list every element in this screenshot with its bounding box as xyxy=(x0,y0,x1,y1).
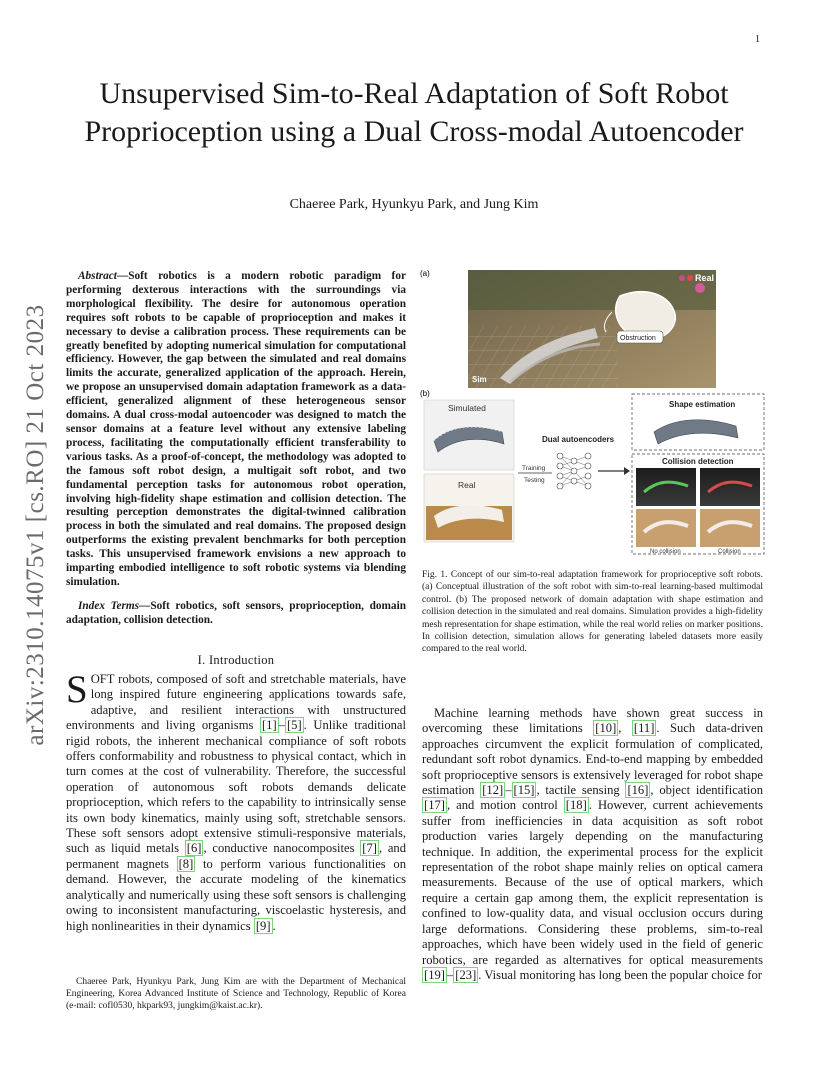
figure-1-graphic xyxy=(420,266,766,556)
body-text: , tactile sensing xyxy=(536,783,626,798)
paper-title: Unsupervised Sim-to-Real Adaptation of Soft Robot Proprioception using a Dual Cross-modal Autoencoder xyxy=(84,77,744,148)
body-text: . Unlike traditional rigid robots, the inherent mechanical compliance of soft robots offers conformability and robustness to physical contact, which in turn comes at the cost of vulnerability. Therefore, the successful operation of autonomous soft robots demands delicate proprioception, which refers to the capability to intrinsically sense its own body kinematics, mainly using soft, stretchable sensors. These soft sensors adopt extensive stimuli-responsive materials, such as liquid metals xyxy=(66,718,406,856)
obstruction-callout xyxy=(617,331,663,343)
page-number: 1 xyxy=(755,34,760,45)
figure-1 xyxy=(420,266,766,556)
citation-link[interactable]: [19] xyxy=(424,967,445,982)
collision-detection-label: Collision detection xyxy=(662,457,734,466)
shape-estimation-label: Shape estimation xyxy=(669,400,736,409)
body-text: . Visual monitoring has long been the popular choice for xyxy=(478,967,762,982)
testing-label: Testing xyxy=(524,477,545,484)
body-text: – xyxy=(278,718,285,733)
real-box-label: Real xyxy=(458,480,476,490)
citation-link[interactable]: [1] xyxy=(261,718,277,733)
abstract-label: Abstract xyxy=(78,270,117,282)
dual-autoencoder-label: Dual autoencoders xyxy=(542,435,615,444)
citation-link[interactable]: [18] xyxy=(565,798,587,813)
body-text: to perform various functionalities on demand. However, the accurate modeling of the kinematics analytically and numerically using these soft sensors is challenging owing to inconsistent manufacturing, viscoelastic hysteresis, and high nonlinearities in their dynamics xyxy=(66,856,407,933)
panel-a-photo xyxy=(468,270,716,388)
intro-right-column xyxy=(422,706,763,983)
index-terms-text: —Soft robotics, soft sensors, proprioception, domain adaptation, collision detection. xyxy=(66,600,406,626)
arxiv-stamp-text: arXiv:2310.14075v1 [cs.RO] 21 Oct 2023 xyxy=(22,304,49,746)
citation-link[interactable]: [12] xyxy=(482,783,504,798)
abstract xyxy=(66,270,406,590)
collision-detection-panel xyxy=(632,454,764,555)
citation-link[interactable]: [23] xyxy=(455,967,477,982)
citation-link[interactable]: [6] xyxy=(186,841,202,856)
section-heading: I. Introduction xyxy=(197,653,275,667)
body-text: Machine learning methods have shown great success in overcoming these limitations xyxy=(422,706,763,736)
index-terms xyxy=(66,600,406,628)
intro-right-text xyxy=(422,706,763,983)
body-text: , xyxy=(618,721,632,736)
simulated-panel xyxy=(424,400,514,470)
body-text: . However, current achievements suffer from inefficiencies in data acquisition as soft robot production varies largely depending on the manufacturing technique. In addition, the experimental process for the explicit representation of the robot shape mainly relies on optical camera measurements. Because of the use of optical markers, which require a certain gap among them, the explicit representation is confined to low-quality data, and visual occlusion occurs during large deformations. Considering these problems, sim-to-real approaches, which have been widely used in the field of generic robotics, are regarded as alternatives for optical measurements xyxy=(422,798,763,967)
figure-caption: Fig. 1. Concept of our sim-to-real adaptation framework for proprioceptive soft robots. (a) Conceptual illustration of the soft robot with sim-to-real learning-based multimodal control. (b) The proposed network of domain adaptation with shape estimation and collision detection in the simulated and real domains. Simulation provides a high-fidelity mesh representation for shape estimation, while the real world relies on marker positions. In collision detection, simulation allows for generating labeled datasets more easily compared to the real world. xyxy=(422,570,763,655)
real-panel xyxy=(424,474,514,542)
collision-label: Collision xyxy=(718,549,741,555)
drop-cap: S xyxy=(66,668,88,711)
citation-link[interactable]: [15] xyxy=(513,783,535,798)
shape-estimation-panel xyxy=(632,394,764,450)
citation-link[interactable]: [11] xyxy=(633,721,655,736)
panel-b-label: (b) xyxy=(420,389,430,398)
no-collision-label: No collision xyxy=(650,549,681,555)
panel-a-label: (a) xyxy=(420,269,430,278)
body-text: OFT robots, composed of soft and stretchable materials, have long inspired future engineering applications towards safe, adaptive, and resilient interactions with unstructured environments and living organisms xyxy=(66,672,406,733)
citation-link[interactable]: [7] xyxy=(362,841,377,856)
index-terms-label: Index Terms xyxy=(78,600,140,612)
citation-link[interactable]: [8] xyxy=(178,856,194,871)
body-text: – xyxy=(446,967,454,982)
body-text: , object identification xyxy=(650,783,763,798)
footnote: Chaeree Park, Hyunkyu Park, Jung Kim are with the Department of Mechanical Engineering, Korea Advanced Institute of Science and Technology, Republic of Korea (e-mail: cofl0530, hkpark93, jungkim@kaist.ac.kr). xyxy=(66,977,406,1011)
citation-link[interactable]: [17] xyxy=(424,798,445,813)
citation-link[interactable]: [16] xyxy=(627,783,649,798)
body-text: – xyxy=(505,783,512,798)
body-text: , and motion control xyxy=(446,798,564,813)
simulated-label: Simulated xyxy=(448,403,486,413)
real-tag-label: Real xyxy=(695,273,715,283)
arxiv-stamp xyxy=(6,290,66,760)
autoencoder-nodes xyxy=(557,453,591,489)
intro-left-column xyxy=(66,668,407,934)
abstract-text: —Soft robotics is a modern robotic paradigm for performing dexterous interactions with the surroundings via morphological flexibility. The desire for autonomous operation requires soft robots to be capable of proprioception and makes it necessary to devise a calibration process. These requirements can be greatly benefited by adopting numerical simulation for computational efficiency. However, the gap between the simulated and real domains limits the accurate, generalized application of the approach. Herein, we propose an unsupervised domain adaptation framework as a data-efficient, generalized alignment of these heterogeneous sensor domains. A dual cross-modal autoencoder was designed to match the sensor domains at a feature level without any extensive labeling process, facilitating the computationally efficient transferability to various tasks. As a proof-of-concept, the methodology was adopted to the famous soft robot design, a multigait soft robot, and two fundamental perception tasks for autonomous robot operation, involving high-fidelity shape estimation and collision detection. The resulting perception demonstrates the digital-twinned calibration process in both the simulated and real domains. The proposed design outperforms the existing prevalent benchmarks for both perception tasks. This unsupervised framework envisions a new approach to imparting embodied intelligence to soft robotic systems via blending simulation. xyxy=(66,270,406,588)
body-text: . xyxy=(272,918,276,933)
intro-left-text xyxy=(66,668,407,934)
paper-authors: Chaeree Park, Hyunkyu Park, and Jung Kim xyxy=(289,197,539,212)
citation-link[interactable]: [9] xyxy=(255,918,271,933)
obstruction-label: Obstruction xyxy=(620,335,656,342)
body-text: , conductive nanocomposites xyxy=(203,841,361,856)
sim-tag-label: Sim xyxy=(472,375,487,384)
citation-link[interactable]: [10] xyxy=(595,721,617,736)
output-arrowhead xyxy=(624,467,630,475)
body-text: . Such data-driven approaches circumvent the explicit formulation of complicated, redundant soft robot dynamics. End-to-end mapping by embedded soft proprioceptive sensors is extensively leveraged for robot shape estimation xyxy=(422,721,763,798)
body-text: , and permanent magnets xyxy=(66,841,407,871)
training-label: Training xyxy=(522,465,546,472)
citation-link[interactable]: [5] xyxy=(286,718,302,733)
